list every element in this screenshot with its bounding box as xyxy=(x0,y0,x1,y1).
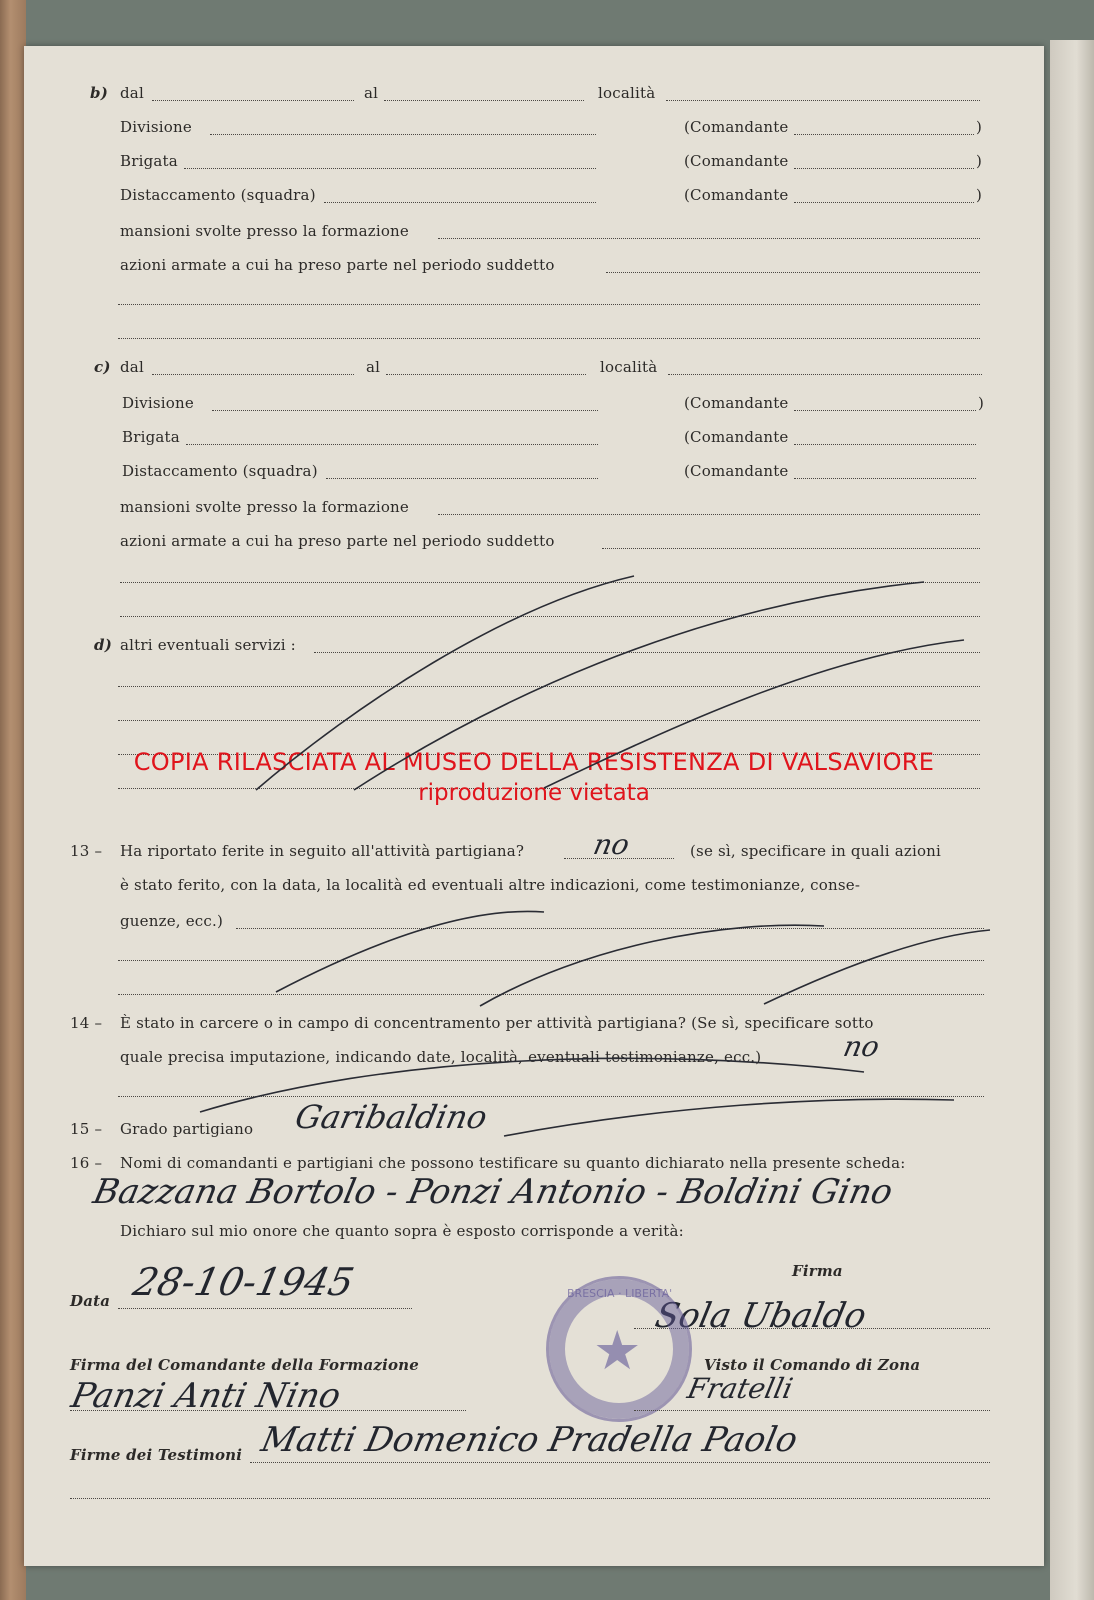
data-label: Data xyxy=(70,1292,111,1310)
section-d-letter: d) xyxy=(94,636,112,654)
comandante-value: Panzi Anti Nino xyxy=(67,1376,345,1416)
zona-label: Visto il Comando di Zona xyxy=(704,1356,921,1374)
testimoni-label: Firme dei Testimoni xyxy=(70,1446,243,1464)
section-c-divisione: Divisione xyxy=(122,394,194,412)
q14-number: 14 – xyxy=(70,1014,103,1032)
q16-answer: Bazzana Bortolo - Ponzi Antonio - Boldini Gino xyxy=(89,1172,897,1212)
section-b-mansioni: mansioni svolte presso la formazione xyxy=(120,222,409,240)
q13-answer: no xyxy=(590,828,633,861)
crossout-stroke-d-2 xyxy=(354,582,924,790)
zona-value: Fratelli xyxy=(684,1372,796,1405)
watermark-line-1: COPIA RILASCIATA AL MUSEO DELLA RESISTENZA DI VALSAVIORE xyxy=(133,748,935,776)
section-b-comandante-2: (Comandante xyxy=(684,152,789,170)
section-b-paren-1: ) xyxy=(976,118,983,136)
section-c-paren-1: ) xyxy=(978,394,985,412)
firma-label: Firma xyxy=(792,1262,843,1280)
section-b-distaccamento: Distaccamento (squadra) xyxy=(120,186,316,204)
section-d-label: altri eventuali servizi : xyxy=(120,636,296,654)
section-c-comandante-2: (Comandante xyxy=(684,428,789,446)
section-b-brigata: Brigata xyxy=(120,152,178,170)
section-c-letter: c) xyxy=(94,358,111,376)
section-b-al: al xyxy=(364,84,379,102)
crossout-strokes xyxy=(24,46,1044,1566)
q13-line-2: è stato ferito, con la data, la località ed eventuali altre indicazioni, come testimonianze, conse- xyxy=(120,876,861,894)
crossout-stroke-13-1 xyxy=(276,911,544,992)
declaration: Dichiaro sul mio onore che quanto sopra è esposto corrisponde a verità: xyxy=(120,1222,684,1240)
q13-number: 13 – xyxy=(70,842,103,860)
q13-line-1b: (se sì, specificare in quali azioni xyxy=(690,842,942,860)
section-c-brigata: Brigata xyxy=(122,428,180,446)
section-b-dal: dal xyxy=(120,84,144,102)
section-c-al: al xyxy=(366,358,381,376)
section-c-localita: località xyxy=(600,358,658,376)
section-c-distaccamento: Distaccamento (squadra) xyxy=(122,462,318,480)
section-b-localita: località xyxy=(598,84,656,102)
q16-number: 16 – xyxy=(70,1154,103,1172)
q15-number: 15 – xyxy=(70,1120,103,1138)
q16-label: Nomi di comandanti e partigiani che possono testificare su quanto dichiarato nella presente scheda: xyxy=(120,1154,906,1172)
section-c-comandante-3: (Comandante xyxy=(684,462,789,480)
stamp-star-icon: ★ xyxy=(593,1319,642,1382)
watermark-line-2: riproduzione vietata xyxy=(418,780,650,806)
section-b-paren-2: ) xyxy=(976,152,983,170)
section-b-comandante-1: (Comandante xyxy=(684,118,789,136)
section-b-azioni: azioni armate a cui ha preso parte nel periodo suddetto xyxy=(120,256,555,274)
binding-right xyxy=(1050,40,1094,1600)
crossout-stroke-d-1 xyxy=(256,576,634,790)
section-c-azioni: azioni armate a cui ha preso parte nel periodo suddetto xyxy=(120,532,555,550)
crossout-stroke-13-3 xyxy=(764,930,990,1004)
section-b-comandante-3: (Comandante xyxy=(684,186,789,204)
q14-line-2: quale precisa imputazione, indicando date, località, eventuali testimonianze, ecc.) xyxy=(120,1048,762,1066)
q15-label: Grado partigiano xyxy=(120,1120,254,1138)
data-value: 28-10-1945 xyxy=(129,1260,358,1304)
q14-answer: no xyxy=(840,1030,883,1063)
section-c-mansioni: mansioni svolte presso la formazione xyxy=(120,498,409,516)
crossout-stroke-d-3 xyxy=(544,640,964,788)
crossout-stroke-15-1 xyxy=(504,1099,954,1136)
section-b-letter: b) xyxy=(90,84,108,102)
comandante-label: Firma del Comandante della Formazione xyxy=(70,1356,420,1374)
crossout-stroke-13-2 xyxy=(480,925,824,1006)
q15-answer: Garibaldino xyxy=(291,1098,491,1136)
q14-line-1: È stato in carcere o in campo di concentramento per attività partigiana? (Se sì, specificare sotto xyxy=(120,1014,874,1032)
form-sheet xyxy=(24,46,1044,1566)
section-b-divisione: Divisione xyxy=(120,118,192,136)
section-c-comandante-1: (Comandante xyxy=(684,394,789,412)
firma-value: Sola Ubaldo xyxy=(651,1296,870,1336)
section-b-paren-3: ) xyxy=(976,186,983,204)
q13-line-1: Ha riportato ferite in seguito all'attività partigiana? xyxy=(120,842,525,860)
binding-left xyxy=(0,0,26,1600)
stamp-text: BRESCIA · LIBERTA' xyxy=(567,1287,673,1300)
q13-line-3: guenze, ecc.) xyxy=(120,912,224,930)
section-c-dal: dal xyxy=(120,358,144,376)
testimoni-value: Matti Domenico Pradella Paolo xyxy=(257,1420,802,1460)
